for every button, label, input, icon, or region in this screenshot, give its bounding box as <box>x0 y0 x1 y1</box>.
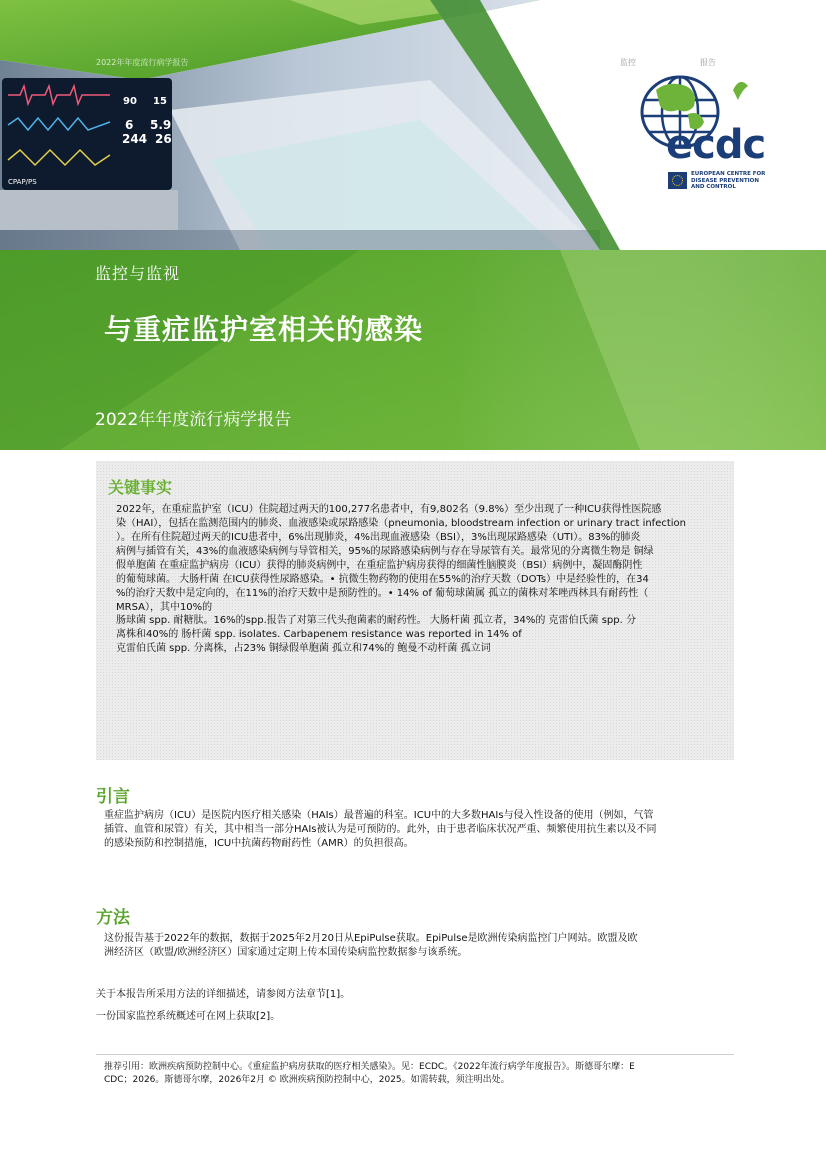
monitor-readout: 244 <box>122 132 148 146</box>
report-header <box>0 0 826 450</box>
key-facts-line: 假单胞菌 在重症监护病房（ICU）获得的肺炎病例中，在重症监护病房获得的细菌性脑膜炎（BSI）病例中，凝固酶阴性 <box>116 560 643 571</box>
page-subtitle: 2022年年度流行病学报告 <box>95 410 292 430</box>
monitor-label: CPAP/PS <box>8 178 37 186</box>
key-facts-heading: 关键事实 <box>108 478 173 497</box>
monitor-readout: 15 <box>153 96 167 107</box>
introduction-heading: 引言 <box>96 787 130 807</box>
monitor-readout: 90 <box>123 96 137 107</box>
key-facts-box <box>96 461 734 760</box>
key-facts-line: ）。在所有住院超过两天的ICU患者中，6%出现肺炎，4%出现血液感染（BSI），3%出现尿路感染（UTI）。83%的肺炎 <box>116 532 641 543</box>
citation-line: CDC；2026。斯德哥尔摩，2026年2月 © 欧洲疾病预防控制中心，2025。如需转载，须注明出处。 <box>104 1075 510 1085</box>
key-facts-line: 病例与插管有关，43%的血液感染病例与导管相关，95%的尿路感染病例与存在导尿管有关。最常见的分离微生物是 铜绿 <box>116 546 654 557</box>
key-facts-line: 2022年，在重症监护室（ICU）住院超过两天的100,277名患者中，有9,802名（9.8%）至少出现了一种ICU获得性医院感 <box>116 504 662 515</box>
monitor-readout: 26 <box>155 132 172 146</box>
introduction-line: 重症监护病房（ICU）是医院内医疗相关感染（HAIs）最普遍的科室。ICU中的大多数HAIs与侵入性设备的使用（例如，气管 <box>104 810 654 821</box>
methods-heading: 方法 <box>96 908 130 928</box>
logo-tagline: EUROPEAN CENTRE FOR DISEASE PREVENTION AND CONTROL <box>691 171 766 190</box>
methods-line: 这份报告基于2022年的数据，数据于2025年2月20日从EpiPulse获取。EpiPulse是欧洲传染病监控门户网站。欧盟及欧 <box>104 933 638 944</box>
key-facts-line: 的葡萄球菌。 大肠杆菌 在ICU获得性尿路感染。• 抗微生物药物的使用在55%的治疗天数（DOTs）中是经验性的，在34 <box>116 574 649 585</box>
key-facts-line: 肠球菌 spp. 耐糖肽。16%的spp.报告了对第三代头孢菌素的耐药性。 大肠杆菌 孤立者，34%的 克雷伯氏菌 spp. 分 <box>116 615 636 626</box>
key-facts-line: MRSA），其中10%的 <box>116 602 213 613</box>
logo-wordmark: ecdc <box>666 122 766 168</box>
methods-line: 洲经济区（欧盟/欧洲经济区）国家通过定期上传本国传染病监控数据参与该系统。 <box>104 947 468 958</box>
introduction-line: 插管、血管和尿管）有关，其中相当一部分HAIs被认为是可预防的。此外，由于患者临床状况严重、频繁使用抗生素以及不同 <box>104 824 657 835</box>
monitor-readout: 6 <box>125 118 134 132</box>
ecdc-logo <box>638 70 778 195</box>
key-facts-line: 染（HAI），包括在监测范围内的肺炎、血液感染或尿路感染（pneumonia, bloodstream infection or urinary tract infection <box>116 518 687 529</box>
page-title: 与重症监护室相关的感染 <box>104 313 424 346</box>
methods-reference: 一份国家监控系统概述可在网上获取[2]。 <box>96 1011 281 1022</box>
key-facts-line: 离株和40%的 肠杆菌 spp. isolates. Carbapenem resistance was reported in 14% of <box>116 629 522 640</box>
key-facts-line: %的治疗天数中是定向的，在11%的治疗天数中是预防性的。• 14% of 葡萄球菌属 孤立的菌株对苯唑西林具有耐药性（ <box>116 588 649 599</box>
key-facts-line: 克雷伯氏菌 spp. 分离株，占23% 铜绿假单胞菌 孤立和74%的 鲍曼不动杆菌 孤立词 <box>116 643 491 654</box>
methods-reference: 关于本报告所采用方法的详细描述，请参阅方法章节[1]。 <box>96 989 351 1000</box>
section-label: 监控与监视 <box>95 264 181 283</box>
footer-divider <box>96 1054 734 1055</box>
citation-line: 推荐引用：欧洲疾病预防控制中心。《重症监护病房获取的医疗相关感染》。见：ECDC。《2022年流行病学年度报告》。斯德哥尔摩：E <box>104 1062 635 1072</box>
monitor-base <box>0 190 178 230</box>
eu-flag-icon <box>668 172 687 189</box>
introduction-line: 的感染预防和控制措施，ICU中抗菌药物耐药性（AMR）的负担很高。 <box>104 838 414 849</box>
monitor-readout: 5.9 <box>150 118 172 132</box>
top-left-caption: 2022年年度流行病学报告 <box>96 58 189 67</box>
top-right-item[interactable]: 监控 <box>620 58 636 67</box>
top-right-item[interactable]: 报告 <box>700 58 716 67</box>
